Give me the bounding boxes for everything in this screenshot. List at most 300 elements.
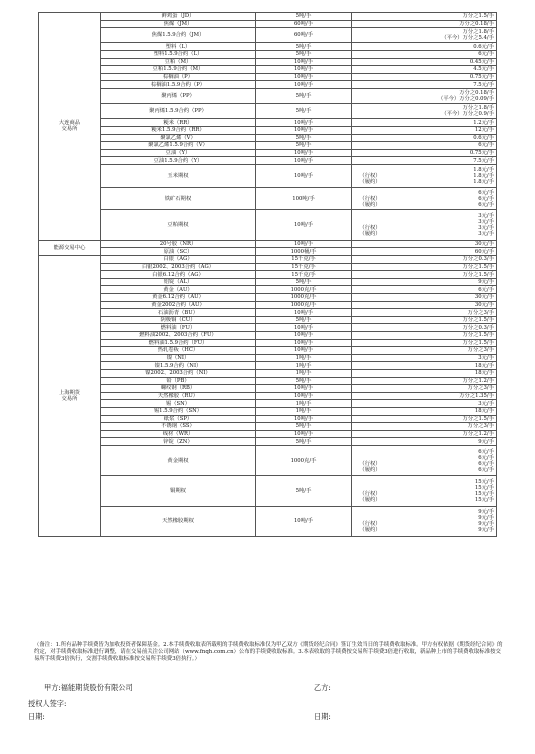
product-name: 黄金期权 [101, 445, 256, 475]
fee-cell [352, 438, 497, 446]
trading-unit: 1吨/手 [256, 369, 352, 377]
fee-type: （履约） [359, 496, 381, 503]
fee-value: 万分之1.5/手 [462, 13, 494, 20]
trading-unit: 100吨/手 [256, 187, 352, 210]
table-row [39, 438, 497, 446]
trading-unit: 10吨/手 [256, 331, 352, 339]
fee-line [354, 231, 494, 237]
fee-line [354, 332, 494, 338]
product-name: 镍2002、2003合约（NI） [101, 369, 256, 377]
fee-cell [352, 369, 497, 377]
fee-value: 万分之3/手 [467, 309, 494, 316]
product-name: 白银（AG） [101, 256, 256, 264]
fee-line [354, 302, 494, 308]
table-row [39, 13, 497, 21]
fee-type: （行权） [359, 172, 381, 179]
fee-cell [352, 339, 497, 347]
footnote: （备注：1.所有品种手续费皆为加收投资者保障基金。2.本手续费收取表所载明的手续费收取标准仅为甲乙双方《期货经纪合同》签订生效当日的手续费收取标准。甲方有权依据《期货经纪合同》的约定，对手续费收取标准进行调整，请在交易前关注公司网站（www.fnqh.com.cn）公布的手续费收取标准。3.本表收取的手续费按交易所手续费3倍进行收取，新品种上市的手续费收取标准按交易所手续费3倍执行，交割手续费收取标准按交易所手续费3倍执行。） [34, 642, 503, 662]
fee-cell [352, 66, 497, 74]
trading-unit: 10吨/手 [256, 119, 352, 127]
table-row [39, 104, 497, 119]
fee-line [354, 279, 494, 285]
fee-value: 万分之1.5/手 [462, 332, 494, 339]
product-name: 聚氯乙烯1.5.9合约（V） [101, 142, 256, 150]
table-row [39, 81, 497, 89]
fee-value: 3元/手 [478, 213, 494, 220]
trading-unit: 10吨/手 [256, 415, 352, 423]
fee-line [354, 439, 494, 445]
table-row [39, 126, 497, 134]
fee-cell [352, 271, 497, 279]
fee-line [354, 325, 494, 331]
fee-line [354, 431, 494, 437]
product-name: 棕榈油1.5.9合约（P） [101, 81, 256, 89]
fee-value: （平今）万分之5.4/手 [441, 35, 494, 42]
product-name: 热轧卷板（HC） [101, 347, 256, 355]
fee-line [354, 44, 494, 50]
trading-unit: 1吨/手 [256, 400, 352, 408]
product-name: 燃料油（FU） [101, 324, 256, 332]
fee-type: （行权） [359, 490, 381, 497]
fee-value: 0.6元/手 [473, 134, 494, 141]
fee-value: 7.5元/手 [473, 157, 494, 164]
trading-unit: 10吨/手 [256, 126, 352, 134]
fee-cell [352, 506, 497, 536]
fee-type: （履约） [359, 231, 381, 238]
product-name: 聚丙烯（PP） [101, 88, 256, 103]
fee-value: 万分之1.2/手 [462, 431, 494, 437]
product-name: 粳米（RR） [101, 119, 256, 127]
table-row [39, 43, 497, 51]
fee-value: 万分之1.2/手 [462, 377, 494, 384]
fee-cell [352, 73, 497, 81]
fee-line [354, 527, 494, 533]
fee-value: 9元/手 [478, 527, 494, 534]
fee-type: （履约） [359, 201, 381, 208]
product-name: 燃料油2002、2003合约（FU） [101, 331, 256, 339]
fee-line [354, 408, 494, 414]
fee-value: 18元/手 [474, 408, 494, 415]
fee-cell [352, 362, 497, 370]
fee-value: 万分之1.5/手 [462, 339, 494, 346]
fee-line [354, 355, 494, 361]
product-name: 豆粕期权 [101, 210, 256, 240]
fee-cell [352, 278, 497, 286]
table-row [39, 407, 497, 415]
table-row [39, 294, 497, 302]
table-row [39, 240, 497, 248]
product-name: 石油沥青（BU） [101, 309, 256, 317]
product-name: 不锈钢（SS） [101, 423, 256, 431]
table-row [39, 476, 497, 506]
fee-value: 万分之1.5/手 [462, 317, 494, 324]
fee-line [354, 385, 494, 391]
fee-cell [352, 210, 497, 240]
fee-cell [352, 354, 497, 362]
trading-unit: 1000克/手 [256, 286, 352, 294]
product-name: 白银6.12合约（AG） [101, 271, 256, 279]
table-row [39, 354, 497, 362]
product-name: 20号胶（NR） [101, 240, 256, 248]
trading-unit: 10吨/手 [256, 430, 352, 438]
fee-value: 0.45元/手 [469, 58, 494, 65]
fee-value: 1.8元/手 [473, 166, 494, 173]
trading-unit: 1000桶/手 [256, 248, 352, 256]
fee-cell [352, 50, 497, 58]
table-row [39, 58, 497, 66]
trading-unit: 10吨/手 [256, 309, 352, 317]
exchange-name: 能源交易中心 [39, 240, 101, 255]
product-name: 黄金2002合约（AU） [101, 301, 256, 309]
fee-value: 7.5元/手 [473, 81, 494, 88]
table-row [39, 377, 497, 385]
trading-unit: 5吨/手 [256, 278, 352, 286]
fee-cell [352, 286, 497, 294]
fee-line [354, 370, 494, 376]
table-row [39, 248, 497, 256]
product-name: 塑料（L） [101, 43, 256, 51]
fee-value: 6元/手 [478, 448, 494, 455]
product-name: 棕榈油（P） [101, 73, 256, 81]
product-name: 镍（NI） [101, 354, 256, 362]
trading-unit: 5吨/手 [256, 476, 352, 506]
fee-value: （平今）万分之0.09/手 [438, 96, 494, 103]
fee-line [354, 82, 494, 88]
product-name: 豆粕1.5.9合约（M） [101, 66, 256, 74]
fee-value: 9元/手 [478, 515, 494, 522]
trading-unit: 1吨/手 [256, 354, 352, 362]
fee-value: 18元/手 [474, 362, 494, 369]
product-name: 铝锭（AL） [101, 278, 256, 286]
trading-unit: 5吨/手 [256, 423, 352, 431]
fee-cell [352, 88, 497, 103]
product-name: 锡（SN） [101, 400, 256, 408]
trading-unit: 60吨/手 [256, 20, 352, 28]
fee-line [354, 317, 494, 323]
product-name: 燃料油1.5.9合约（FU） [101, 339, 256, 347]
fee-value: 3元/手 [478, 355, 494, 362]
fee-value: 万分之1.35/手 [459, 393, 494, 400]
fee-line [354, 51, 494, 57]
fee-type: （行权） [359, 225, 381, 232]
table-row [39, 347, 497, 355]
trading-unit: 5吨/手 [256, 13, 352, 21]
fee-value: 3元/手 [478, 400, 494, 407]
table-row [39, 385, 497, 393]
trading-unit: 10吨/手 [256, 392, 352, 400]
fee-line [354, 21, 494, 27]
fee-type: （行权） [359, 460, 381, 467]
table-row [39, 263, 497, 271]
table-row [39, 256, 497, 264]
fee-cell [352, 256, 497, 264]
product-name: 原油（SC） [101, 248, 256, 256]
fee-value: 3元/手 [478, 231, 494, 238]
table-row [39, 445, 497, 475]
trading-unit: 10吨/手 [256, 240, 352, 248]
fee-line [354, 347, 494, 353]
fee-line [354, 96, 494, 102]
product-name: 螺纹钢（RB） [101, 385, 256, 393]
fee-line [354, 111, 494, 117]
product-name: 锡1.5.9合约（SN） [101, 407, 256, 415]
fee-value: 30元/手 [474, 294, 494, 301]
fee-line [354, 202, 494, 208]
fee-value: 15元/手 [474, 484, 494, 491]
fee-cell [352, 263, 497, 271]
fee-line [354, 310, 494, 316]
fee-cell [352, 248, 497, 256]
fee-line [354, 256, 494, 262]
fee-value: 万分之3/手 [467, 423, 494, 430]
fee-type: （履约） [359, 527, 381, 534]
fee-value: 万分之1.5/手 [462, 263, 494, 270]
fee-line [354, 378, 494, 384]
product-name: 铅（PB） [101, 377, 256, 385]
fee-value: 6元/手 [478, 201, 494, 208]
fee-cell [352, 324, 497, 332]
fee-cell [352, 347, 497, 355]
trading-unit: 10吨/手 [256, 157, 352, 165]
authorized-signature: 授权人签字: [28, 699, 67, 708]
fee-line [354, 74, 494, 80]
fee-cell [352, 134, 497, 142]
table-row [39, 301, 497, 309]
trading-unit: 5吨/手 [256, 104, 352, 119]
fee-value: 18元/手 [474, 370, 494, 377]
trading-unit: 5吨/手 [256, 142, 352, 150]
trading-unit: 5吨/手 [256, 438, 352, 446]
table-row [39, 66, 497, 74]
exchange-name: 上海期货 交易所 [39, 256, 101, 537]
fee-cell [352, 430, 497, 438]
fee-value: 30元/手 [474, 241, 494, 248]
party-b: 乙方: [314, 683, 331, 692]
fee-value: 万分之3/手 [467, 385, 494, 392]
fee-cell [352, 28, 497, 43]
fee-line [354, 150, 494, 156]
fee-cell [352, 119, 497, 127]
fee-value: 万分之0.18/手 [459, 90, 494, 97]
product-name: 豆油（Y） [101, 149, 256, 157]
fee-cell [352, 142, 497, 150]
product-name: 塑料1.5.9合约（L） [101, 50, 256, 58]
party-a: 甲方:福能期货股份有限公司 [44, 683, 133, 692]
fee-value: 30元/手 [474, 301, 494, 308]
fee-line [354, 264, 494, 270]
fee-value: 万分之0.3/手 [462, 256, 494, 263]
table-row [39, 134, 497, 142]
fee-value: 万分之1.8/手 [462, 105, 494, 112]
table-row [39, 278, 497, 286]
product-name: 白银2002、2003合约（AG） [101, 263, 256, 271]
fee-cell [352, 423, 497, 431]
product-name: 锌锭（ZN） [101, 438, 256, 446]
fee-line [354, 120, 494, 126]
trading-unit: 5吨/手 [256, 316, 352, 324]
table-row [39, 423, 497, 431]
table-row [39, 271, 497, 279]
trading-unit: 10吨/手 [256, 149, 352, 157]
fee-cell [352, 58, 497, 66]
fee-type: （履约） [359, 466, 381, 473]
trading-unit: 10吨/手 [256, 73, 352, 81]
fee-value: 1.8元/手 [473, 178, 494, 185]
product-name: 豆油1.5.9合约（Y） [101, 157, 256, 165]
fee-line [354, 294, 494, 300]
product-name: 玉米期权 [101, 164, 256, 187]
table-row [39, 369, 497, 377]
product-name: 焦煤1.5.9合约（JM） [101, 28, 256, 43]
fee-value: 3元/手 [478, 225, 494, 232]
trading-unit: 10吨/手 [256, 339, 352, 347]
fee-type: （行权） [359, 195, 381, 202]
fee-value: 4.5元/手 [473, 66, 494, 73]
trading-unit: 10吨/手 [256, 324, 352, 332]
trading-unit: 5吨/手 [256, 134, 352, 142]
fee-cell [352, 377, 497, 385]
fee-value: 9元/手 [478, 509, 494, 516]
fee-line [354, 363, 494, 369]
table-row [39, 157, 497, 165]
fee-value: 15元/手 [474, 490, 494, 497]
trading-unit: 5吨/手 [256, 88, 352, 103]
product-name: 天然橡胶期权 [101, 506, 256, 536]
table-row [39, 392, 497, 400]
table-row [39, 164, 497, 187]
product-name: 镍1.5.9合约（NI） [101, 362, 256, 370]
trading-unit: 10吨/手 [256, 385, 352, 393]
fee-line [354, 249, 494, 255]
trading-unit: 1吨/手 [256, 407, 352, 415]
fee-value: 1.2元/手 [473, 119, 494, 126]
table-row [39, 50, 497, 58]
fee-type: （履约） [359, 178, 381, 185]
fee-value: 6元/手 [478, 286, 494, 293]
fee-line [354, 135, 494, 141]
product-name: 聚氯乙烯（V） [101, 134, 256, 142]
trading-unit: 1000克/手 [256, 301, 352, 309]
fee-line [354, 340, 494, 346]
fee-value: 9元/手 [478, 279, 494, 286]
fee-value: 0.75元/手 [469, 149, 494, 156]
trading-unit: 5吨/手 [256, 43, 352, 51]
trading-unit: 60吨/手 [256, 28, 352, 43]
trading-unit: 10吨/手 [256, 506, 352, 536]
fee-cell [352, 294, 497, 302]
fee-cell [352, 415, 497, 423]
table-row [39, 339, 497, 347]
table-row [39, 28, 497, 43]
table-row [39, 119, 497, 127]
fee-cell [352, 316, 497, 324]
fee-value: 6元/手 [478, 454, 494, 461]
trading-unit: 1000克/手 [256, 445, 352, 475]
fee-value: 60元/手 [474, 248, 494, 255]
fee-value: 万分之0.3/手 [462, 324, 494, 331]
fee-cell [352, 445, 497, 475]
fee-value: 0.6元/手 [473, 43, 494, 50]
fee-table [38, 12, 497, 537]
table-row [39, 400, 497, 408]
fee-schedule [38, 12, 496, 537]
product-name: 天然橡胶（RU） [101, 392, 256, 400]
product-name: 铁矿石期权 [101, 187, 256, 210]
fee-value: 15元/手 [474, 496, 494, 503]
product-name: 线材（WR） [101, 430, 256, 438]
table-row [39, 210, 497, 240]
fee-value: 6元/手 [478, 51, 494, 58]
trading-unit: 15千克/手 [256, 256, 352, 264]
fee-value: 6元/手 [478, 189, 494, 196]
fee-cell [352, 20, 497, 28]
product-name: 黄金（AU） [101, 286, 256, 294]
fee-line [354, 66, 494, 72]
product-name: 阴极铜（CU） [101, 316, 256, 324]
fee-line [354, 287, 494, 293]
fee-cell [352, 149, 497, 157]
fee-value: 6元/手 [478, 466, 494, 473]
fee-value: 15元/手 [474, 478, 494, 485]
trading-unit: 1000克/手 [256, 294, 352, 302]
fee-value: 万分之0.18/手 [459, 20, 494, 27]
fee-value: 6元/手 [478, 460, 494, 467]
table-row [39, 20, 497, 28]
table-row [39, 309, 497, 317]
fee-cell [352, 187, 497, 210]
trading-unit: 1吨/手 [256, 362, 352, 370]
fee-line [354, 127, 494, 133]
table-row [39, 506, 497, 536]
fee-cell [352, 400, 497, 408]
fee-cell [352, 126, 497, 134]
fee-value: 万分之3/手 [467, 347, 494, 354]
fee-cell [352, 301, 497, 309]
fee-value: 6元/手 [478, 195, 494, 202]
table-row [39, 415, 497, 423]
fee-line [354, 59, 494, 65]
date-b: 日期: [314, 712, 331, 721]
fee-line [354, 179, 494, 185]
product-name: 黄金6.12合约（AU） [101, 294, 256, 302]
table-row [39, 187, 497, 210]
fee-value: 9元/手 [478, 438, 494, 445]
trading-unit: 10吨/手 [256, 210, 352, 240]
fee-line [354, 467, 494, 473]
fee-value: （平今）万分之0.9/手 [441, 111, 494, 118]
trading-unit: 15千克/手 [256, 271, 352, 279]
fee-value: 9元/手 [478, 521, 494, 528]
table-row [39, 149, 497, 157]
fee-cell [352, 476, 497, 506]
fee-line [354, 142, 494, 148]
table-row [39, 88, 497, 103]
fee-cell [352, 164, 497, 187]
fee-cell [352, 392, 497, 400]
product-name: 纸浆（SP） [101, 415, 256, 423]
fee-value: 万分之1.5/手 [462, 415, 494, 422]
fee-line [354, 416, 494, 422]
exchange-name: 大连商品 交易所 [39, 13, 101, 241]
trading-unit: 10吨/手 [256, 347, 352, 355]
fee-cell [352, 331, 497, 339]
table-row [39, 331, 497, 339]
fee-value: 12元/手 [474, 127, 494, 134]
fee-line [354, 272, 494, 278]
fee-cell [352, 385, 497, 393]
fee-line [354, 241, 494, 247]
fee-line [354, 393, 494, 399]
